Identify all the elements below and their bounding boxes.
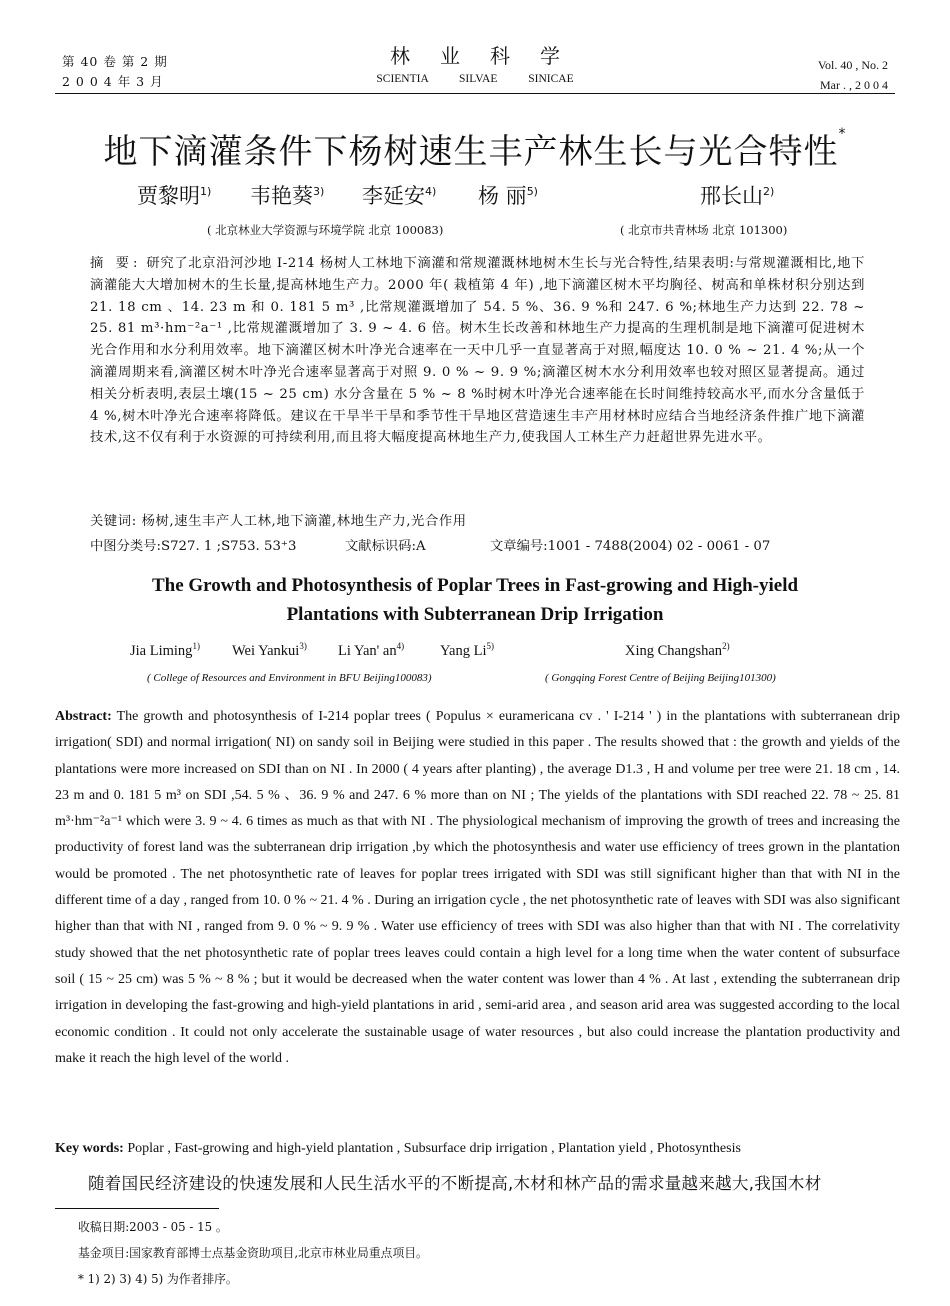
footnote-rule (55, 1208, 219, 1209)
article-number: 文章编号:1001 - 7488(2004) 02 - 0061 - 07 (490, 539, 771, 554)
author-en: Jia Liming$^{1)}$ (130, 641, 200, 659)
issue-info-en (818, 55, 888, 95)
footnote-received: 收稿日期:2003 - 05 - 15 。 (78, 1220, 228, 1234)
author-en: Yang Li$^{5)}$ (440, 641, 494, 659)
keywords-label-cn: 关键词: (90, 514, 137, 529)
author-en: Li Yan' $an^{4)}$ (338, 641, 405, 659)
author-cn: 邢长山$^{2)}$ (700, 184, 775, 208)
document-code: 文献标识码:A (345, 539, 426, 554)
author-cn: 杨 丽$^{5)}$ (478, 184, 538, 208)
affiliation-cn: ( 北京市共青林场 北京 101300) (620, 223, 788, 237)
title-en-line: The Growth and Photosynthesis of Poplar Trees in Fast-growing and High-yield (151, 575, 799, 596)
header-rule (55, 93, 895, 94)
keywords-label-en: Key words: (55, 1141, 124, 1156)
abstract-label-en: Abstract: (55, 709, 112, 724)
body-text: 随着国民经济建设的快速发展和人民生活水平的不断提高,木材和林产品的需求量越来越大,我国木材 (88, 1174, 822, 1193)
abstract-en (55, 704, 900, 1072)
clc-number: 中图分类号:S727. 1 ;S753. 53⁺3 (90, 539, 297, 554)
journal-name-cn: 林业科学 (390, 44, 590, 68)
journal-name-en: SCIENTIA SILVAE SINICAE (376, 73, 574, 85)
affiliation-cn: ( 北京林业大学资源与环境学院 北京 100083) (207, 223, 444, 237)
abstract-text-en: The growth and photosynthesis of I-214 poplar trees ( Populus × euramericana cv . ' I-214 ' ) in the plantations with subterranean drip irrigation( SDI) and normal irrigation( NI) on sandy soil in Beijing were studied in this paper . The results showed that : the growth and yields of the plantations were more increased on SDI than on NI . In 2000 ( 4 years after planting) , the average D1.3 , H and volume per tree were 21. 18 cm , 14. 23 m and 0. 181 5 m³ on SDI ,54. 5 % 、36. 9 % and 247. 6 % more than on NI ; The yields of the plantations with SDI reached 22. 78 ~ 25. 81 m³·hm⁻²a⁻¹ which were 3. 9 ~ 4. 6 times as much as that with NI . The physiological mechanism of improving the growth of trees and increasing the productivity of forest land was the subterranean drip irrigation ,by which the photosynthesis and water use efficiency of trees grown in the plantation would be promoted . The net photosynthetic rate of leaves for poplar trees irrigated with SDI was still significant higher than that with NI in the different time of a day , ranged from 10. 0 % ~ 21. 4 % . During an irrigation cycle , the net photosynthetic rate of leaves with SDI was also significant higher than that with NI , ranged from 9. 0 % ~ 9. 9 % . Water use efficiency of trees with SDI was also higher than that with NI . The correlativity study showed that the net photosynthetic rate of poplar trees leaves could contain a high level for a long time when the water content of subsurface soil ( 15 ~ 25 cm) was 5 % ~ 8 % ; but it would be decreased when the water content was lower than 4 % . At last , extending the subterranean drip irrigation in developing the fast-growing and high-yield plantations in arid , semi-arid area , and season arid area was suggested according to the local economic condition . It could not only accelerate the sustainable usage of water resources , but also could increase the plantation productivity and make it reach the high level of the world . (55, 709, 901, 1066)
keywords-text-cn: 杨树,速生丰产人工林,地下滴灌,林地生产力,光合作用 (141, 514, 467, 529)
author-en: Wei Yankui$^{3)}$ (232, 641, 307, 659)
paper-title-en (0, 571, 950, 629)
date-cn: 2 0 0 4 年 3 月 (62, 74, 164, 89)
abstract-label-cn: 摘 要: (90, 256, 142, 271)
footnote-author-order: * 1) 2) 3) 4) 5) 为作者排序。 (78, 1272, 238, 1286)
title-en-line: Plantations with Subterranean Drip Irrigation (286, 604, 664, 625)
keywords-cn (90, 510, 467, 529)
abstract-cn (90, 253, 865, 449)
author-cn: 贾黎明$^{1)}$ (137, 184, 212, 208)
author-cn: 韦艳葵$^{3)}$ (250, 184, 325, 208)
volume-en: Vol. 40 , No. 2 (817, 58, 888, 72)
issue-info-cn (62, 52, 168, 92)
affiliation-en: ( College of Resources and Environment in BFU Beijing100083) (147, 672, 432, 684)
date-en: Mar . , 2 0 0 4 (820, 78, 888, 92)
title-footnote-mark: * (838, 126, 847, 142)
keywords-en (55, 1141, 741, 1157)
author-en: Xing Changshan$^{2)}$ (625, 641, 730, 659)
affiliation-en: ( Gongqing Forest Centre of Beijing Beijing101300) (545, 672, 776, 684)
paper-title-cn (0, 124, 950, 173)
author-cn: 李延安$^{4)}$ (362, 184, 437, 208)
title-text: 地下滴灌条件下杨树速生丰产林生长与光合特性 (103, 132, 839, 172)
journal-name (360, 40, 590, 85)
abstract-text-cn: 研究了北京沿河沙地 I-214 杨树人工林地下滴灌和常规灌溉林地树木生长与光合特性,结果表明:与常规灌溉相比,地下滴灌能大大增加树木的生长量,提高林地生产力。2000 年( 栽植第 4 年) ,地下滴灌区树木平均胸径、树高和单株材积分别达到 21. 18 cm 、14. 23 m 和 0. 181 5 m³ ,比常规灌溉增加了 54. 5 %、36. 9 %和 247. 6 %;林地生产力达到 22. 78 ~ 25. 81 m³·hm⁻²a⁻¹ ,比常规灌溉增加了 3. 9 ~ 4. 6 倍。树木生长改善和林地生产力提高的生理机制是地下滴灌可促进树木光合作用和水分利用效率。地下滴灌区树木叶净光合速率在一天中几乎一直显著高于对照,幅度达 10. 0 % ~ 21. 4 %;从一个滴灌周期来看,滴灌区树木叶净光合速率显著高于对照 9. 0 % ~ 9. 9 %;滴灌区树木水分利用效率也较对照区显著提高。通过相关分析表明,表层土壤(15 ~ 25 cm) 水分含量在 5 % ~ 8 %时树木叶净光合速率能在长时间维持较高水平,而水分含量低于 4 %,树木叶净光合速率将降低。建议在干旱半干旱和季节性干旱地区营造速生丰产用材林时应结合当地经济条件推广地下滴灌技术,这不仅有利于水资源的可持续利用,而且将大幅度提高林地生产力,使我国人工林生产力赶超世界先进水平。 (90, 256, 865, 446)
volume-cn: 第 40 卷 第 2 期 (62, 54, 168, 69)
footnote-funding: 基金项目:国家教育部博士点基金资助项目,北京市林业局重点项目。 (78, 1246, 428, 1260)
keywords-text-en: Poplar , Fast-growing and high-yield plantation , Subsurface drip irrigation , Plantation yield , Photosynthesis (127, 1141, 741, 1156)
